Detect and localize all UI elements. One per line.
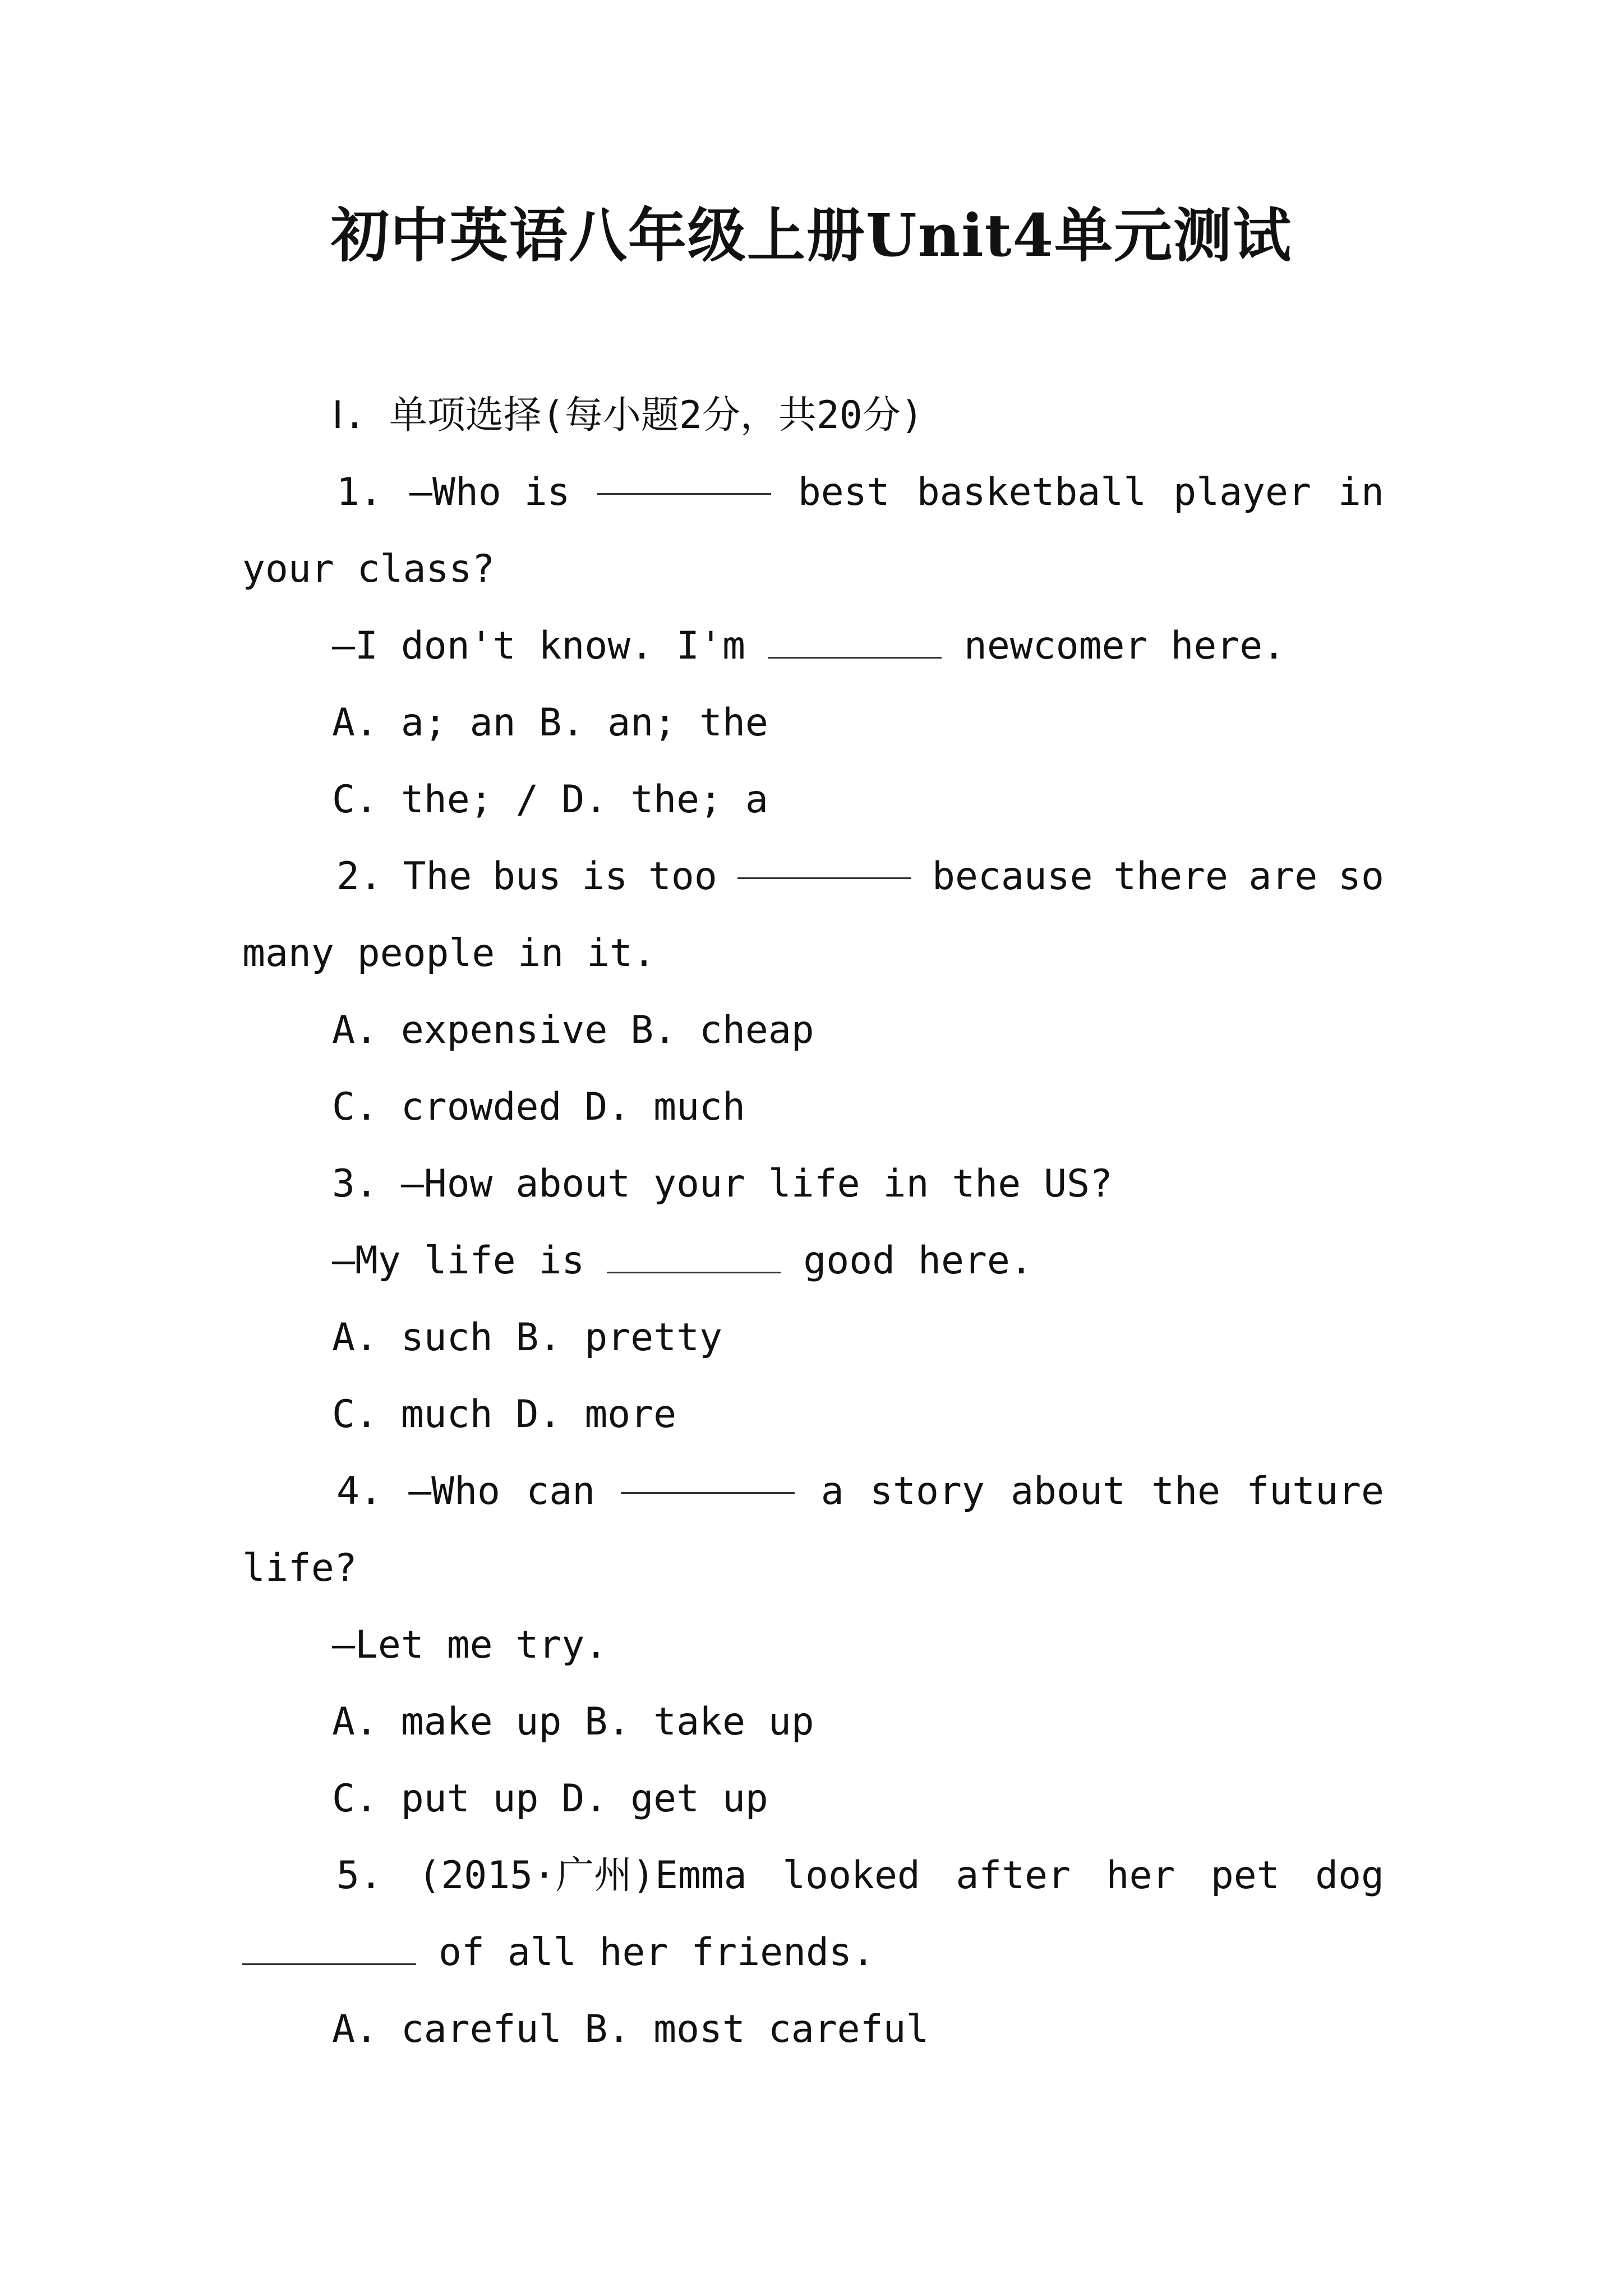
question-word: looked [782, 1853, 920, 1898]
question-word: because [932, 854, 1093, 899]
reply-text: newcomer here. [963, 624, 1286, 668]
question-word: pet [1210, 1853, 1280, 1898]
question-word: —Who [408, 1469, 500, 1513]
question-1-options-cd: C. the; / D. the; a [332, 777, 768, 822]
question-2-options-ab: A. expensive B. cheap [332, 1008, 814, 1052]
reply-text: —My life is [332, 1239, 585, 1283]
answer-blank [607, 1232, 781, 1273]
question-word: future [1246, 1469, 1384, 1513]
question-word: basketball [916, 470, 1147, 514]
question-word: player [1173, 470, 1311, 514]
question-list [242, 377, 1384, 2068]
question-word: The [403, 854, 472, 899]
question-word: can [526, 1469, 596, 1513]
question-word: too [648, 854, 717, 899]
question-3-options-ab: A. such B. pretty [332, 1315, 722, 1360]
question-word: dog [1315, 1853, 1384, 1898]
question-2-continuation: many people in it. [242, 931, 656, 976]
question-1-options-ab: A. a; an B. an; the [332, 701, 768, 745]
question-number: 4. [336, 1469, 382, 1513]
section-heading: Ⅰ. 单项选择(每小题2分，共20分) [332, 393, 924, 438]
question-5-stem [242, 1837, 1384, 1914]
question-word: a [820, 1469, 844, 1513]
question-word: the [1151, 1469, 1220, 1513]
question-number: 2. [336, 854, 382, 899]
answer-blank [597, 454, 771, 495]
document-title: 初中英语八年级上册Unit4单元测试 [330, 201, 1293, 270]
question-4-options-cd: C. put up D. get up [332, 1777, 768, 1821]
reply-text: —I don't know. I'm [332, 624, 745, 668]
question-2-options-cd: C. crowded D. much [332, 1085, 745, 1129]
answer-blank [737, 838, 911, 879]
question-word: so [1338, 854, 1384, 899]
question-3-options-cd: C. much D. more [332, 1392, 677, 1437]
question-2-stem [242, 838, 1384, 915]
continuation-text: of all her friends. [439, 1930, 875, 1975]
question-word: about [1011, 1469, 1126, 1513]
question-word: after [956, 1853, 1071, 1898]
answer-blank [768, 618, 942, 659]
question-number: 5. [336, 1853, 382, 1898]
question-word: (2015·广州)Emma [418, 1853, 747, 1898]
question-word: are [1248, 854, 1318, 899]
question-4-stem [242, 1453, 1384, 1530]
question-1-reply [242, 608, 1384, 684]
question-3-stem: 3. —How about your life in the US? [332, 1162, 1113, 1206]
question-word: in [1338, 470, 1384, 514]
question-word: best [797, 470, 890, 514]
question-1-stem [242, 454, 1384, 531]
question-3-reply [242, 1222, 1384, 1299]
question-4-reply: —Let me try. [332, 1623, 608, 1667]
question-word: bus [492, 854, 561, 899]
question-word: her [1106, 1853, 1175, 1898]
question-word: is [582, 854, 628, 899]
question-5-continuation [242, 1914, 1384, 1991]
question-5-options-ab: A. careful B. most careful [332, 2007, 929, 2051]
reply-text: good here. [803, 1239, 1033, 1283]
question-1-continuation: your class? [242, 547, 495, 591]
question-word: story [870, 1469, 985, 1513]
question-word: there [1113, 854, 1228, 899]
answer-blank [621, 1453, 795, 1494]
question-4-options-ab: A. make up B. take up [332, 1700, 814, 1744]
question-4-continuation: life? [242, 1546, 357, 1590]
question-number: 1. [336, 470, 382, 514]
answer-blank [242, 1924, 416, 1965]
question-text: —Who is [409, 470, 570, 514]
